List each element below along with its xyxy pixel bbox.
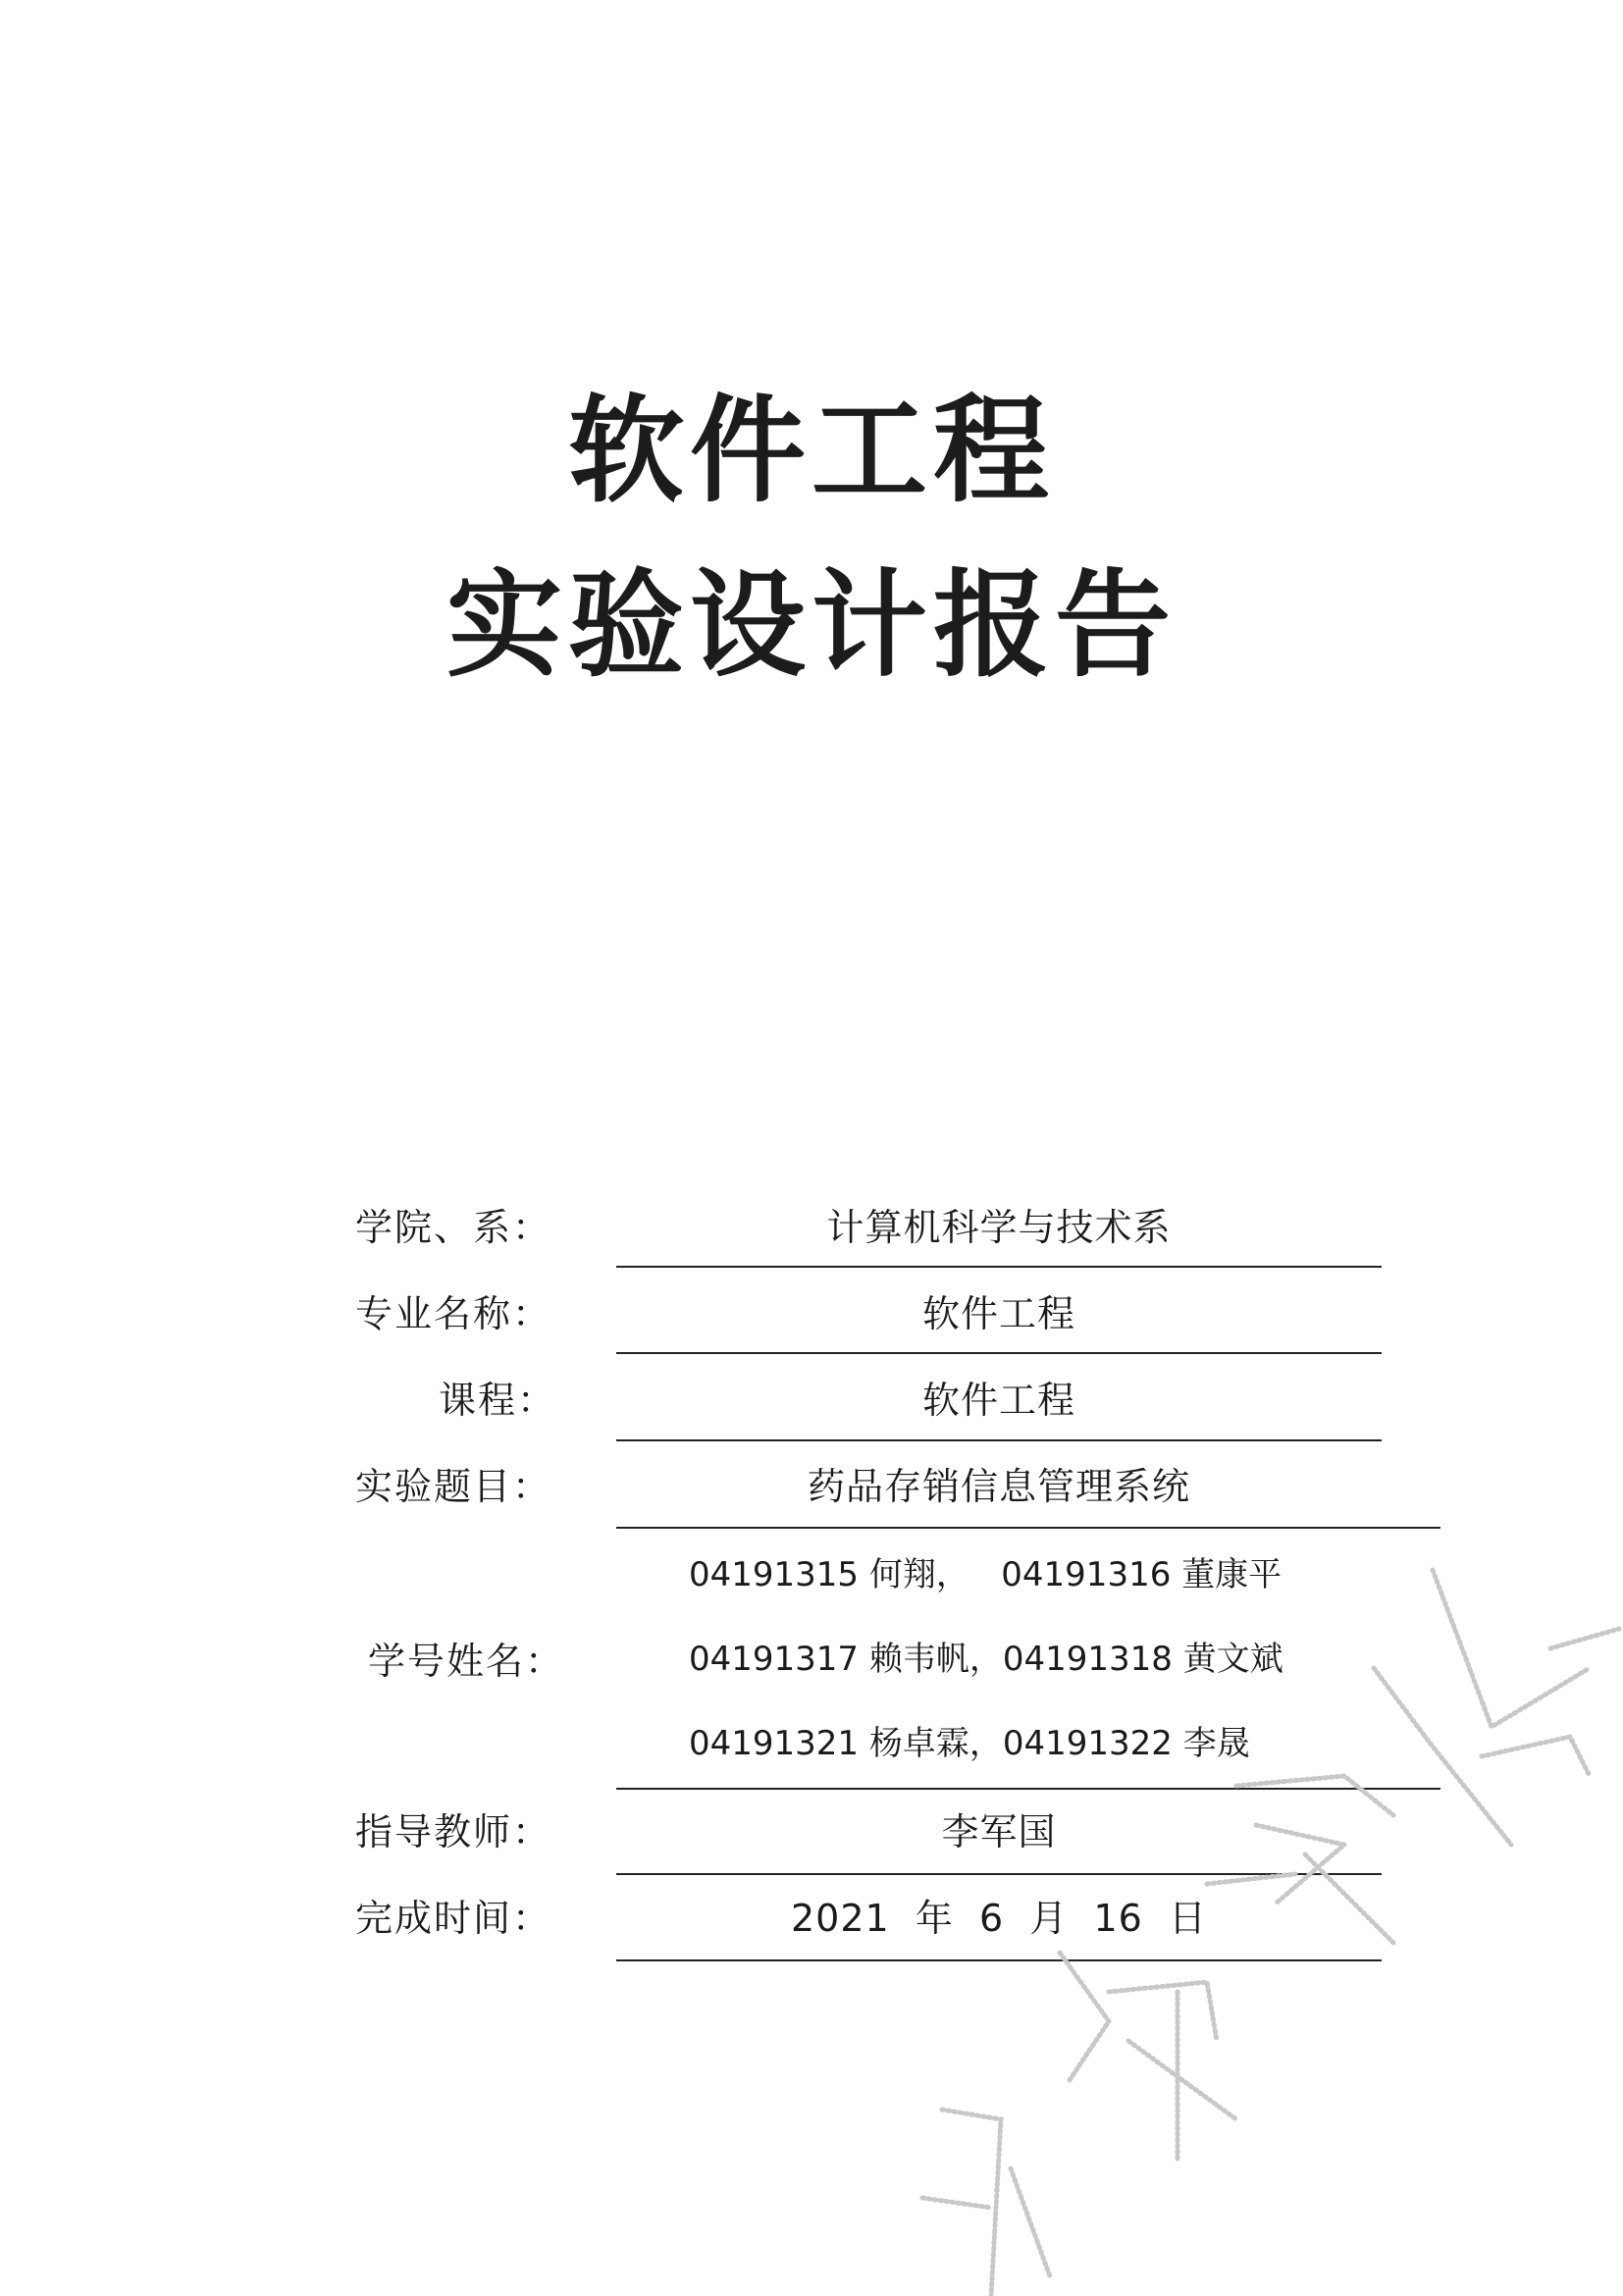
course-label: 课程：	[439, 1379, 557, 1422]
student-line-3: 04191321 杨卓霖，04191322 李晟	[689, 1724, 1250, 1763]
report-title-line-1: 软件工程	[567, 382, 1055, 518]
advisor-underline	[616, 1873, 1382, 1875]
major-underline	[616, 1352, 1382, 1354]
topic-value: 药品存销信息管理系统	[807, 1465, 1190, 1508]
college-label: 学院、系：	[355, 1206, 552, 1249]
major-label: 专业名称：	[355, 1292, 552, 1335]
student-line-1: 04191315 何翔， 04191316 董康平	[689, 1555, 1283, 1594]
course-underline	[616, 1439, 1382, 1441]
college-underline	[616, 1266, 1382, 1268]
date-label: 完成时间：	[355, 1897, 552, 1940]
students-underline	[616, 1788, 1440, 1790]
student-line-2: 04191317 赖韦帆，04191318 黄文斌	[689, 1640, 1283, 1679]
advisor-label: 指导教师：	[355, 1810, 552, 1853]
college-value: 计算机科学与技术系	[826, 1206, 1172, 1249]
date-value: 2021 年 6 月 16 日	[790, 1897, 1208, 1940]
report-title-line-2: 实验设计报告	[445, 556, 1177, 693]
date-underline	[616, 1959, 1382, 1961]
students-label: 学号姓名：	[368, 1640, 565, 1683]
advisor-value: 李军国	[941, 1810, 1057, 1853]
major-value: 软件工程	[921, 1292, 1075, 1335]
course-value: 软件工程	[921, 1379, 1075, 1422]
topic-underline	[616, 1527, 1440, 1529]
topic-label: 实验题目：	[355, 1465, 552, 1508]
